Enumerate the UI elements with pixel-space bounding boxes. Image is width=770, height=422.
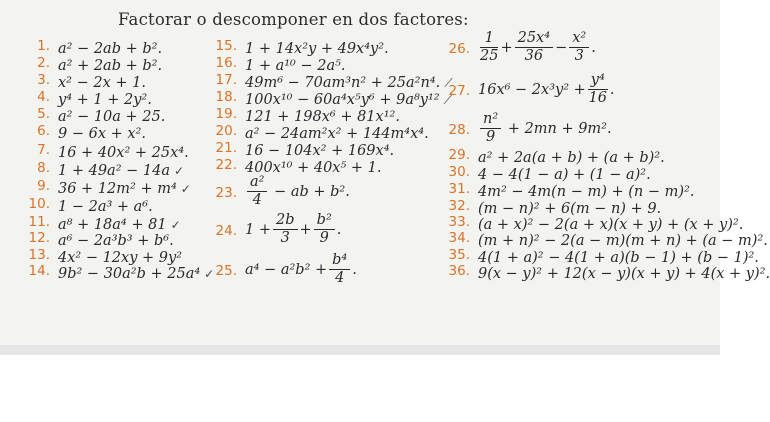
exercise-expression: a² + 2ab + b². — [58, 58, 163, 74]
exercise-expression: 16x⁶ − 2x³y² + — [478, 81, 586, 98]
fraction-denominator: 36 — [524, 48, 544, 64]
period: . — [336, 221, 342, 238]
exercise-number: 23. — [215, 185, 237, 201]
exercise-expression: (m + n)² − 2(a − m)(m + n) + (a − m)². — [478, 233, 768, 249]
exercise-number: 14. — [28, 263, 50, 279]
exercise-expression: 16 + 40x² + 25x⁴. — [58, 145, 189, 161]
exercise-expression: 4m² − 4m(n − m) + (n − m)². — [478, 184, 695, 200]
exercise-9 — [37, 178, 191, 197]
exercise-expression: a⁴ − a²b² + — [245, 261, 328, 278]
check-mark-icon: ✓ — [204, 267, 215, 281]
exercise-expression: 9(x − y)² + 12(x − y)(x + y) + 4(x + y)². — [478, 266, 770, 282]
exercise-number: 36. — [448, 263, 470, 279]
check-mark-icon: ✓ — [180, 182, 191, 196]
exercise-number: 3. — [37, 72, 50, 88]
exercise-7 — [37, 142, 189, 161]
exercise-25 — [215, 252, 357, 287]
exercise-number: 25. — [215, 263, 237, 279]
exercise-number: 5. — [37, 106, 50, 122]
plus-sign: + — [500, 39, 513, 56]
exercise-36 — [448, 263, 770, 282]
exercise-number: 22. — [215, 157, 237, 173]
exercise-number: 7. — [37, 142, 50, 158]
fraction-denominator: 9 — [485, 129, 496, 145]
period: . — [352, 261, 357, 278]
check-mark-icon: ✓ — [173, 164, 185, 178]
period: . — [609, 81, 615, 98]
exercise-expression: 100x¹⁰ − 60a⁴x⁵y⁶ + 9a⁸y¹² — [245, 92, 440, 108]
exercise-number: 26. — [448, 41, 470, 57]
fraction-denominator: 25 — [480, 48, 499, 64]
exercise-number: 9. — [37, 178, 50, 194]
exercise-expression: 400x¹⁰ + 40x⁵ + 1. — [245, 160, 382, 176]
exercise-number: 11. — [28, 214, 50, 230]
minus-sign: − — [555, 39, 568, 56]
exercise-expression: 9b² − 30a²b + 25a⁴ — [58, 266, 201, 282]
fraction-numerator: y⁴ — [588, 72, 608, 90]
fraction-denominator: 4 — [252, 192, 262, 208]
fraction-numerator: x² — [569, 30, 589, 48]
exercise-expression: 121 + 198x⁶ + 81x¹². — [245, 109, 400, 125]
fraction — [515, 30, 553, 65]
exercise-expression: 1 + 49a² − 14a — [58, 163, 170, 179]
exercise-number: 18. — [215, 89, 237, 105]
fraction-numerator: 2b — [273, 212, 298, 230]
exercise-number: 33. — [448, 214, 470, 230]
fraction-numerator: b² — [314, 212, 335, 230]
check-mark-icon: ⟋ — [443, 93, 453, 107]
exercise-6 — [37, 123, 146, 142]
exercise-expression: x² − 2x + 1. — [58, 75, 146, 91]
exercise-number: 6. — [37, 123, 50, 139]
exercise-expression: 1 + — [245, 221, 271, 238]
exercise-number: 28. — [448, 122, 470, 138]
exercise-14 — [28, 263, 215, 282]
exercise-number: 21. — [215, 140, 237, 156]
fraction-denominator: 3 — [280, 230, 290, 246]
fraction — [588, 72, 608, 107]
exercise-number: 10. — [28, 196, 50, 212]
exercise-expression: 9 − 6x + x². — [58, 126, 146, 142]
exercise-expression: a⁸ + 18a⁴ + 81 — [58, 217, 167, 233]
exercise-number: 20. — [215, 123, 237, 139]
exercise-number: 30. — [448, 164, 470, 180]
exercise-number: 27. — [448, 83, 470, 99]
fraction-denominator: 16 — [588, 90, 608, 106]
period: . — [591, 39, 596, 56]
exercise-number: 31. — [448, 181, 470, 197]
fraction — [329, 252, 350, 287]
fraction — [314, 212, 335, 247]
fraction-numerator: 1 — [480, 30, 498, 48]
exercise-number: 8. — [37, 160, 50, 176]
exercise-expression: 1 + a¹⁰ − 2a⁵. — [245, 58, 346, 74]
exercise-expression: 4x² − 12xy + 9y² — [58, 250, 183, 266]
exercise-number: 19. — [215, 106, 237, 122]
exercise-number: 1. — [37, 38, 50, 54]
exercise-expression: 1 + 14x²y + 49x⁴y². — [245, 41, 389, 57]
exercise-number: 15. — [215, 38, 237, 54]
check-mark-icon: ✓ — [170, 218, 181, 232]
exercise-number: 34. — [448, 230, 470, 246]
fraction-numerator: a² — [247, 174, 267, 192]
exercise-number: 13. — [28, 247, 50, 263]
exercise-number: 29. — [448, 147, 470, 163]
exercise-number: 32. — [448, 198, 470, 214]
exercise-28 — [448, 111, 612, 146]
exercise-expression: (m − n)² + 6(m − n) + 9. — [478, 201, 662, 217]
exercise-expression: 49m⁶ − 70am³n² + 25a²n⁴. — [245, 75, 441, 91]
exercise-expression: a⁶ − 2a³b³ + b⁶. — [58, 233, 174, 249]
plus-sign: + — [299, 221, 312, 238]
exercise-23 — [215, 174, 350, 209]
exercise-expression: a² + 2a(a + b) + (a + b)². — [478, 150, 665, 166]
exercise-expression: a² − 10a + 25. — [58, 109, 166, 125]
fraction-numerator: 25x⁴ — [515, 30, 553, 48]
exercise-number: 17. — [215, 72, 237, 88]
fraction-denominator: 4 — [335, 270, 345, 286]
exercise-expression: a² − 2ab + b². — [58, 41, 163, 57]
exercise-10 — [28, 196, 153, 215]
exercise-expression: 36 + 12m² + m⁴ — [58, 181, 177, 197]
fraction — [569, 30, 589, 65]
page-bottom-band — [0, 345, 720, 355]
page-title: Factorar o descomponer en dos factores: — [118, 10, 469, 29]
exercise-number: 4. — [37, 89, 50, 105]
exercise-expression: (a + x)² − 2(a + x)(x + y) + (x + y)². — [478, 217, 744, 233]
exercise-26 — [448, 30, 596, 65]
fraction-denominator: 9 — [319, 230, 329, 246]
exercise-expression: + 2mn + 9m². — [507, 120, 612, 137]
fraction — [480, 30, 498, 65]
exercise-27 — [448, 72, 615, 107]
fraction-numerator: n² — [480, 111, 501, 129]
fraction-numerator: b⁴ — [329, 252, 350, 270]
exercise-expression: 1 − 2a³ + a⁶. — [58, 199, 153, 215]
check-mark-icon: ⟋ — [444, 76, 453, 90]
exercise-expression: y⁴ + 1 + 2y². — [58, 92, 152, 108]
fraction — [480, 111, 501, 146]
exercise-number: 16. — [215, 55, 237, 71]
exercise-number: 35. — [448, 247, 470, 263]
exercise-expression: 16 − 104x² + 169x⁴. — [245, 143, 395, 159]
exercise-8 — [37, 160, 185, 179]
exercise-expression: 4 − 4(1 − a) + (1 − a)². — [478, 167, 651, 183]
exercise-24 — [215, 212, 342, 247]
fraction — [247, 174, 267, 209]
exercise-number: 12. — [28, 230, 50, 246]
exercise-expression: 4(1 + a)² − 4(1 + a)(b − 1) + (b − 1)². — [478, 250, 759, 266]
exercise-expression: − ab + b². — [274, 183, 350, 200]
exercise-number: 24. — [215, 223, 237, 239]
exercise-expression: a² − 24am²x² + 144m⁴x⁴. — [245, 126, 429, 142]
exercise-number: 2. — [37, 55, 50, 71]
fraction-denominator: 3 — [574, 48, 584, 64]
fraction — [273, 212, 298, 247]
